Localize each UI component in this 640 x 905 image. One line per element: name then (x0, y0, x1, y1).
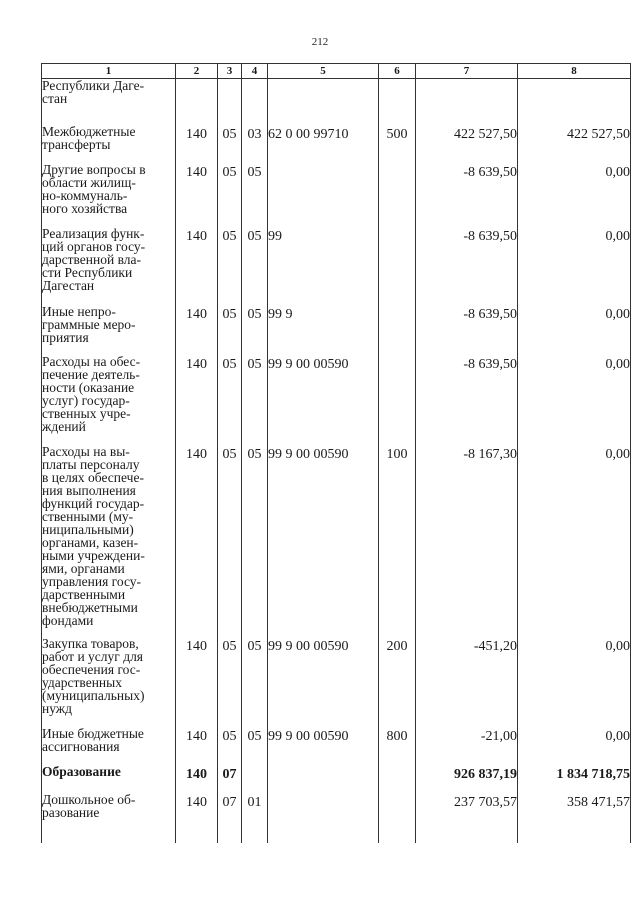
table-row (42, 759, 631, 787)
row-section-cell: 05 (218, 349, 242, 439)
row-amount-cell: 0,00 (518, 721, 631, 759)
row-code-cell: 140 (176, 439, 218, 631)
row-expense-type-cell: 100 (379, 439, 416, 631)
row-name-cell: Другие вопросы в области жилищ- но-коммуналь- ного хозяйства (42, 157, 176, 221)
row-expense-type-cell: 200 (379, 631, 416, 721)
column-header: 1 (42, 64, 176, 79)
row-amount-cell: 0,00 (518, 631, 631, 721)
row-amount-cell: -8 639,50 (416, 157, 518, 221)
table-row (42, 787, 631, 843)
table-header-row (42, 64, 631, 79)
row-code-cell: 140 (176, 157, 218, 221)
row-amount-cell: -451,20 (416, 631, 518, 721)
row-expense-type-cell (379, 787, 416, 843)
column-header: 5 (268, 64, 379, 79)
row-subsection-cell: 05 (242, 157, 268, 221)
row-target-cell: 99 9 00 00590 (268, 439, 379, 631)
row-section-cell: 07 (218, 787, 242, 843)
table-row (42, 79, 631, 119)
column-header: 4 (242, 64, 268, 79)
row-subsection-cell (242, 759, 268, 787)
row-name-cell: Республики Даге- стан (42, 79, 176, 119)
column-header: 7 (416, 64, 518, 79)
row-section-cell (218, 79, 242, 119)
row-amount-cell: -8 639,50 (416, 221, 518, 299)
row-target-cell: 99 9 (268, 299, 379, 349)
row-code-cell: 140 (176, 721, 218, 759)
row-section-cell: 05 (218, 439, 242, 631)
row-target-cell (268, 157, 379, 221)
table-row (42, 221, 631, 299)
row-name-cell: Межбюджетные трансферты (42, 119, 176, 157)
table-row (42, 157, 631, 221)
row-section-cell: 07 (218, 759, 242, 787)
row-subsection-cell: 05 (242, 349, 268, 439)
column-header: 2 (176, 64, 218, 79)
row-subsection-cell: 05 (242, 721, 268, 759)
row-name-cell: Дошкольное об- разование (42, 787, 176, 843)
row-code-cell: 140 (176, 299, 218, 349)
row-amount-cell: 237 703,57 (416, 787, 518, 843)
row-amount-cell (416, 79, 518, 119)
table-row (42, 721, 631, 759)
row-name-cell: Иные бюджетные ассигнования (42, 721, 176, 759)
row-name-cell: Расходы на вы- платы персоналу в целях обеспече- ния выполнения функций государ- ственными (му- ниципальными) органами, казен- ными учреждени- ями, органами управления госу- дарственными внебюджетными фондами (42, 439, 176, 631)
row-section-cell: 05 (218, 221, 242, 299)
row-target-cell: 99 (268, 221, 379, 299)
row-target-cell: 99 9 00 00590 (268, 721, 379, 759)
row-subsection-cell (242, 79, 268, 119)
row-name-cell: Реализация функ- ций органов госу- дарственной вла- сти Республики Дагестан (42, 221, 176, 299)
table-row (42, 439, 631, 631)
row-amount-cell: 0,00 (518, 157, 631, 221)
row-name-cell: Образование (42, 759, 176, 787)
row-amount-cell: 358 471,57 (518, 787, 631, 843)
table-row (42, 631, 631, 721)
row-subsection-cell: 03 (242, 119, 268, 157)
row-amount-cell (518, 79, 631, 119)
row-name-cell: Расходы на обес- печение деятель- ности (оказание услуг) государ- ственных учре- ждений (42, 349, 176, 439)
row-section-cell: 05 (218, 119, 242, 157)
row-target-cell (268, 759, 379, 787)
row-section-cell: 05 (218, 721, 242, 759)
row-amount-cell: 422 527,50 (518, 119, 631, 157)
row-code-cell: 140 (176, 349, 218, 439)
row-expense-type-cell (379, 157, 416, 221)
row-subsection-cell: 05 (242, 299, 268, 349)
row-code-cell: 140 (176, 787, 218, 843)
table-row (42, 119, 631, 157)
row-target-cell: 99 9 00 00590 (268, 349, 379, 439)
column-header: 8 (518, 64, 631, 79)
row-target-cell: 99 9 00 00590 (268, 631, 379, 721)
row-target-cell: 62 0 00 99710 (268, 119, 379, 157)
row-code-cell: 140 (176, 759, 218, 787)
row-amount-cell: 0,00 (518, 349, 631, 439)
row-amount-cell: 0,00 (518, 439, 631, 631)
row-subsection-cell: 05 (242, 439, 268, 631)
row-name-cell: Иные непро- граммные меро- приятия (42, 299, 176, 349)
table-row (42, 349, 631, 439)
row-expense-type-cell (379, 221, 416, 299)
row-expense-type-cell (379, 299, 416, 349)
row-code-cell: 140 (176, 631, 218, 721)
row-amount-cell: -8 639,50 (416, 299, 518, 349)
row-section-cell: 05 (218, 631, 242, 721)
table-row (42, 299, 631, 349)
row-expense-type-cell: 500 (379, 119, 416, 157)
row-target-cell (268, 787, 379, 843)
row-amount-cell: 926 837,19 (416, 759, 518, 787)
row-subsection-cell: 01 (242, 787, 268, 843)
row-subsection-cell: 05 (242, 221, 268, 299)
column-header: 3 (218, 64, 242, 79)
row-name-cell: Закупка товаров, работ и услуг для обеспечения гос- ударственных (муниципальных) нужд (42, 631, 176, 721)
budget-table (41, 63, 631, 843)
row-section-cell: 05 (218, 157, 242, 221)
row-amount-cell: -8 167,30 (416, 439, 518, 631)
row-amount-cell: -21,00 (416, 721, 518, 759)
row-expense-type-cell (379, 79, 416, 119)
row-amount-cell: 0,00 (518, 221, 631, 299)
row-section-cell: 05 (218, 299, 242, 349)
row-amount-cell: -8 639,50 (416, 349, 518, 439)
row-amount-cell: 0,00 (518, 299, 631, 349)
row-expense-type-cell (379, 759, 416, 787)
row-code-cell (176, 79, 218, 119)
row-subsection-cell: 05 (242, 631, 268, 721)
row-code-cell: 140 (176, 119, 218, 157)
page-number: 212 (311, 36, 329, 48)
row-amount-cell: 1 834 718,75 (518, 759, 631, 787)
row-expense-type-cell (379, 349, 416, 439)
row-target-cell (268, 79, 379, 119)
row-expense-type-cell: 800 (379, 721, 416, 759)
row-amount-cell: 422 527,50 (416, 119, 518, 157)
row-code-cell: 140 (176, 221, 218, 299)
column-header: 6 (379, 64, 416, 79)
